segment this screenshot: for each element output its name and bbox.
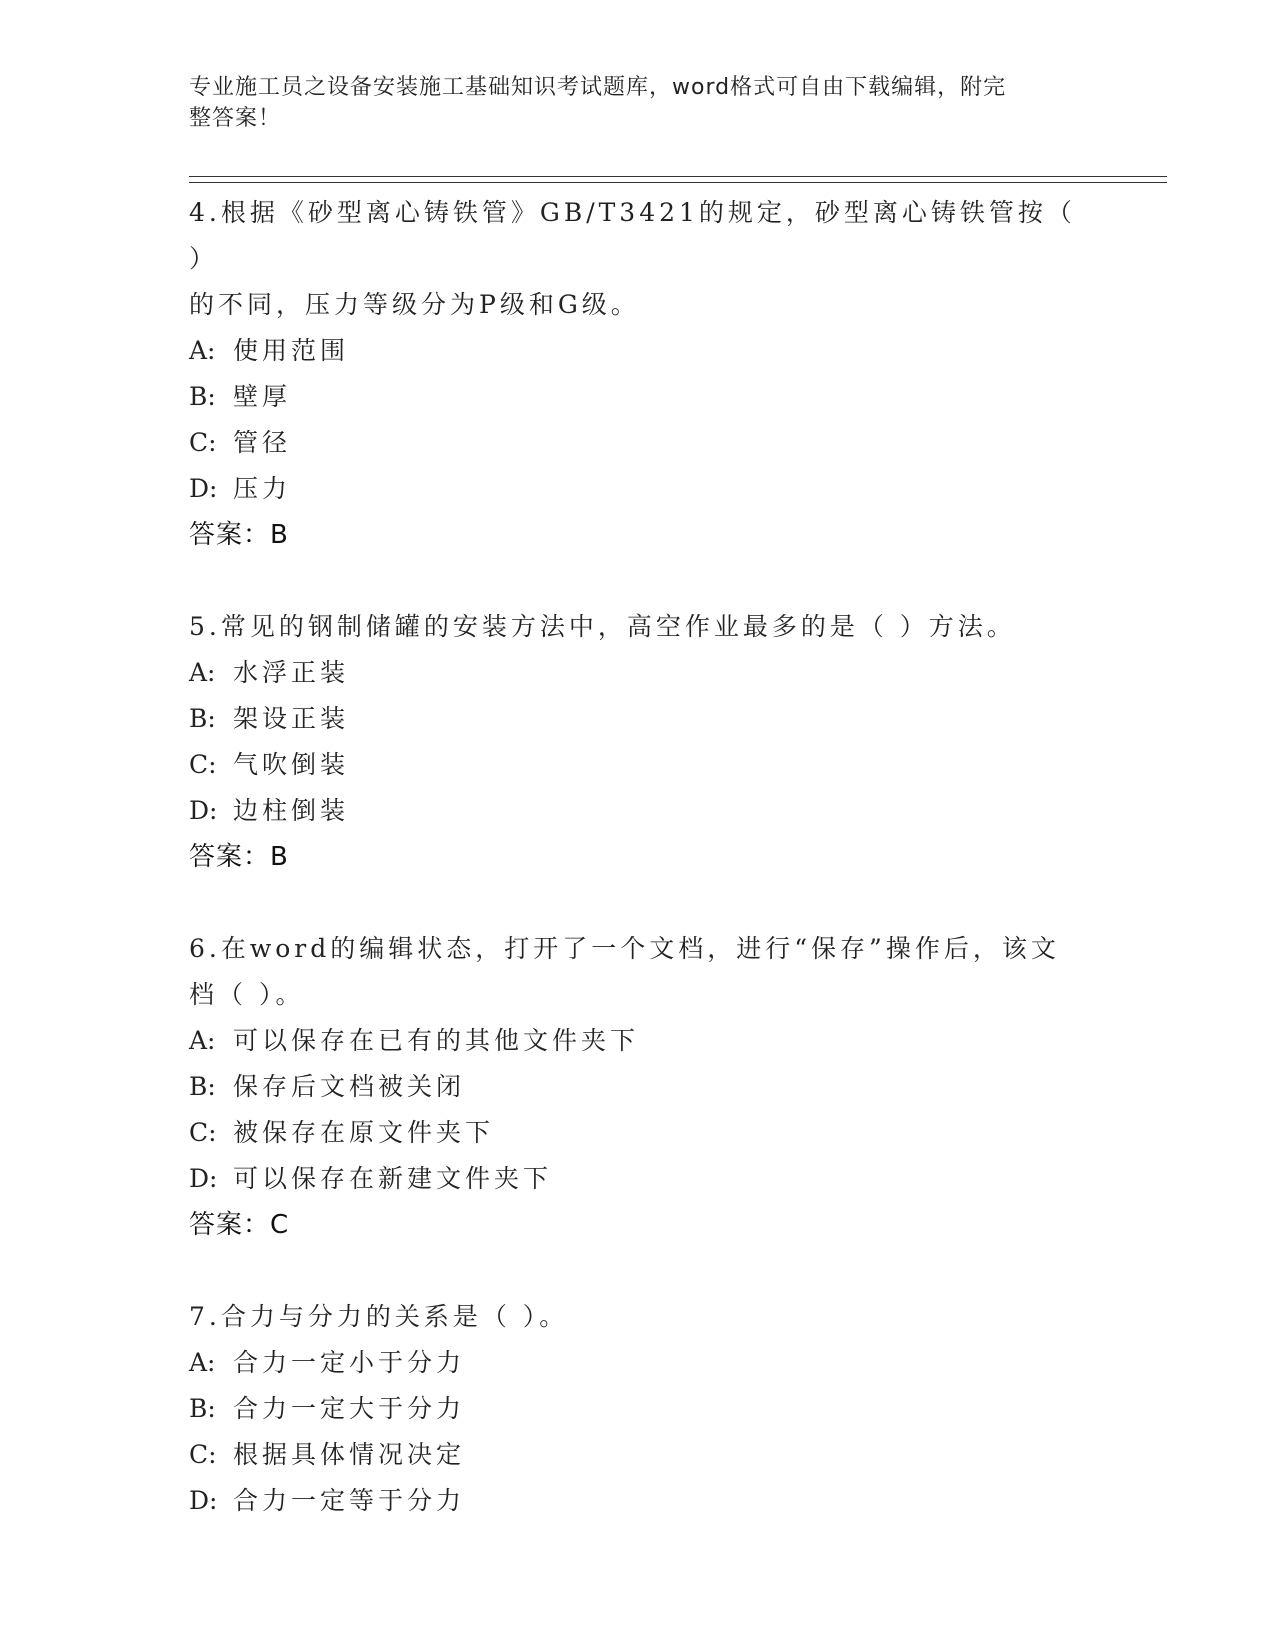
header-divider-top bbox=[189, 176, 1167, 177]
question-list bbox=[189, 190, 1089, 1570]
option-label: C: bbox=[189, 750, 217, 779]
option-text: 使用范围 bbox=[233, 336, 350, 365]
answer-key: 答案：B bbox=[189, 520, 289, 550]
answer-option bbox=[189, 1064, 1089, 1110]
answer-option bbox=[189, 742, 1089, 788]
question-stem-line: 5.常见的钢制储罐的安装方法中，高空作业最多的是（ ）方法。 bbox=[189, 612, 1016, 641]
option-label: A: bbox=[189, 1348, 216, 1377]
option-label: B: bbox=[189, 1394, 216, 1423]
option-text: 气吹倒装 bbox=[233, 750, 350, 779]
question-item bbox=[189, 604, 1089, 880]
question-item bbox=[189, 1294, 1089, 1524]
option-text: 可以保存在新建文件夹下 bbox=[233, 1164, 553, 1193]
question-stem-line: 6.在word的编辑状态，打开了一个文档，进行“保存”操作后，该文 bbox=[189, 934, 1060, 963]
option-label: D: bbox=[189, 796, 218, 825]
option-text: 保存后文档被关闭 bbox=[233, 1072, 466, 1101]
answer-option bbox=[189, 1478, 1089, 1524]
option-text: 合力一定等于分力 bbox=[233, 1486, 466, 1515]
option-label: B: bbox=[189, 704, 216, 733]
answer-option bbox=[189, 1340, 1089, 1386]
option-text: 压力 bbox=[233, 474, 292, 503]
option-text: 水浮正装 bbox=[233, 658, 350, 687]
option-label: C: bbox=[189, 1118, 217, 1147]
option-label: B: bbox=[189, 1072, 216, 1101]
option-label: D: bbox=[189, 474, 218, 503]
header-line-2: 整答案！ bbox=[189, 106, 282, 131]
option-label: D: bbox=[189, 1486, 218, 1515]
option-text: 可以保存在已有的其他文件夹下 bbox=[233, 1026, 640, 1055]
answer-option bbox=[189, 466, 1089, 512]
option-label: A: bbox=[189, 1026, 216, 1055]
answer-option bbox=[189, 650, 1089, 696]
question-stem-line: 4.根据《砂型离心铸铁管》GB/T3421的规定，砂型离心铸铁管按（ ） bbox=[189, 198, 1076, 273]
answer-option bbox=[189, 328, 1089, 374]
option-label: D: bbox=[189, 1164, 218, 1193]
document-header bbox=[189, 72, 1089, 134]
question-item bbox=[189, 926, 1089, 1248]
option-label: C: bbox=[189, 428, 217, 457]
option-text: 壁厚 bbox=[233, 382, 292, 411]
answer-option bbox=[189, 1432, 1089, 1478]
option-label: A: bbox=[189, 336, 216, 365]
answer-option bbox=[189, 696, 1089, 742]
answer-option bbox=[189, 1018, 1089, 1064]
option-text: 架设正装 bbox=[233, 704, 350, 733]
option-label: A: bbox=[189, 658, 216, 687]
answer-option bbox=[189, 1156, 1089, 1202]
option-text: 合力一定大于分力 bbox=[233, 1394, 466, 1423]
answer-option bbox=[189, 788, 1089, 834]
answer-key: 答案：C bbox=[189, 1210, 290, 1240]
option-text: 根据具体情况决定 bbox=[233, 1440, 466, 1469]
option-text: 合力一定小于分力 bbox=[233, 1348, 466, 1377]
answer-option bbox=[189, 1386, 1089, 1432]
option-text: 管径 bbox=[233, 428, 292, 457]
option-text: 被保存在原文件夹下 bbox=[233, 1118, 495, 1147]
answer-key: 答案：B bbox=[189, 842, 289, 872]
question-stem-line: 的不同，压力等级分为P级和G级。 bbox=[189, 290, 640, 319]
option-label: C: bbox=[189, 1440, 217, 1469]
question-stem-line: 档（ ）。 bbox=[189, 980, 305, 1009]
option-label: B: bbox=[189, 382, 216, 411]
header-line-1: 专业施工员之设备安装施工基础知识考试题库，word格式可自由下载编辑，附完 bbox=[189, 75, 1007, 100]
answer-option bbox=[189, 420, 1089, 466]
option-text: 边柱倒装 bbox=[233, 796, 350, 825]
answer-option bbox=[189, 374, 1089, 420]
question-item bbox=[189, 190, 1089, 558]
answer-option bbox=[189, 1110, 1089, 1156]
header-divider-bottom bbox=[189, 182, 1167, 183]
question-stem-line: 7.合力与分力的关系是（ ）。 bbox=[189, 1302, 569, 1331]
